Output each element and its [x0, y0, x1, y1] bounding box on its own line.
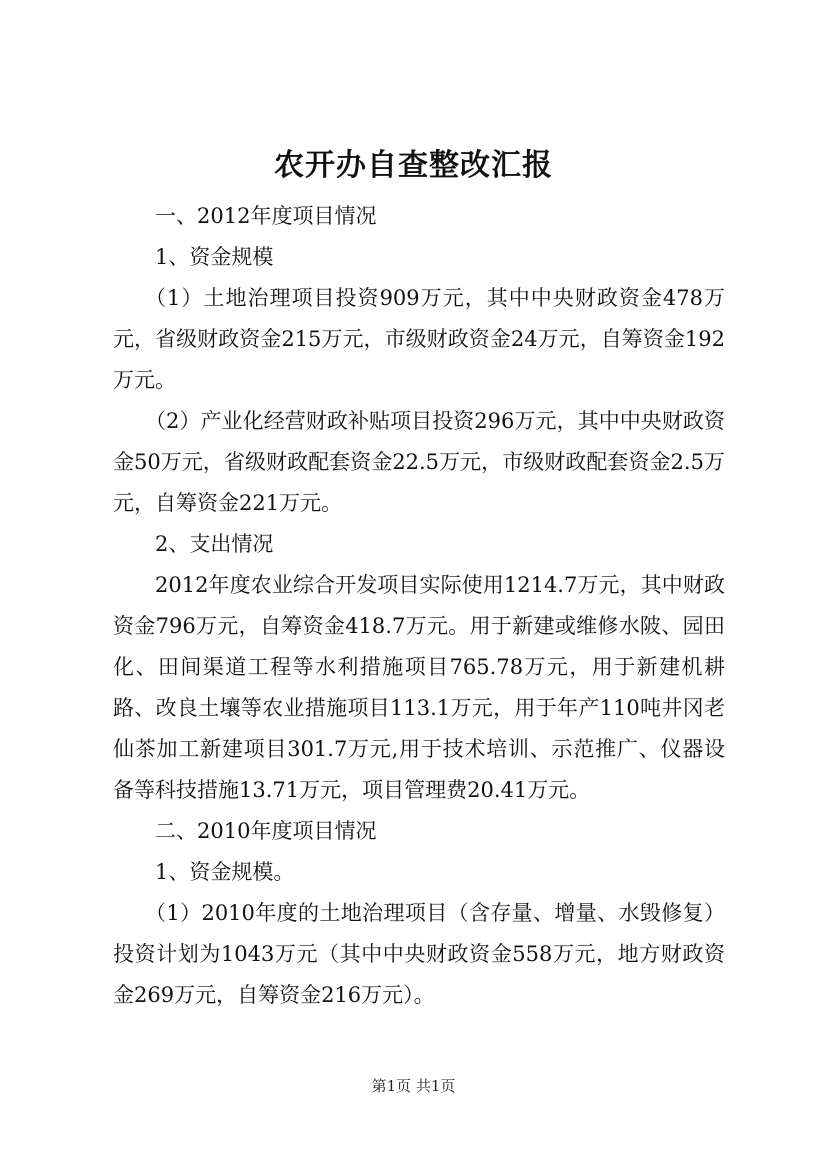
- subheading-fund-scale-2010: 1、资金规模。: [155, 860, 295, 884]
- document-body: [113, 196, 725, 1016]
- page-footer: 第1页 共1页: [371, 1077, 456, 1095]
- section-heading-2012: 一、2012年度项目情况: [155, 204, 377, 228]
- paragraph-expenditure-2012: 2012年度农业综合开发项目实际使用1214.7万元，其中财政资金796万元，自筹资金418.7万元。用于新建或维修水陂、园田化、田间渠道工程等水利措施项目765.78万元，用于新建机耕路、改良土壤等农业措施项目113.1万元，用于年产110吨井冈老仙茶加工新建项目301.7万元,用于技术培训、示范推广、仪器设备等科技措施13.71万元，项目管理费20.41万元。: [113, 573, 725, 802]
- paragraph-land-governance-2012: （1）土地治理项目投资909万元，其中中央财政资金478万元，省级财政资金215万元，市级财政资金24万元，自筹资金192万元。: [113, 286, 725, 392]
- subheading-expenditure-2012: 2、支出情况: [155, 532, 274, 556]
- paragraph-industrial-subsidy-2012: （2）产业化经营财政补贴项目投资296万元，其中中央财政资金50万元，省级财政配套资金22.5万元，市级财政配套资金2.5万元，自筹资金221万元。: [113, 409, 725, 515]
- paragraph-land-governance-2010: （1）2010年度的土地治理项目（含存量、增量、水毁修复）投资计划为1043万元（其中中央财政资金558万元，地方财政资金269万元，自筹资金216万元）。: [113, 901, 725, 1007]
- section-heading-2010: 二、2010年度项目情况: [155, 819, 377, 843]
- document-title: 农开办自查整改汇报: [274, 148, 553, 183]
- subheading-fund-scale-2012: 1、资金规模: [155, 245, 274, 269]
